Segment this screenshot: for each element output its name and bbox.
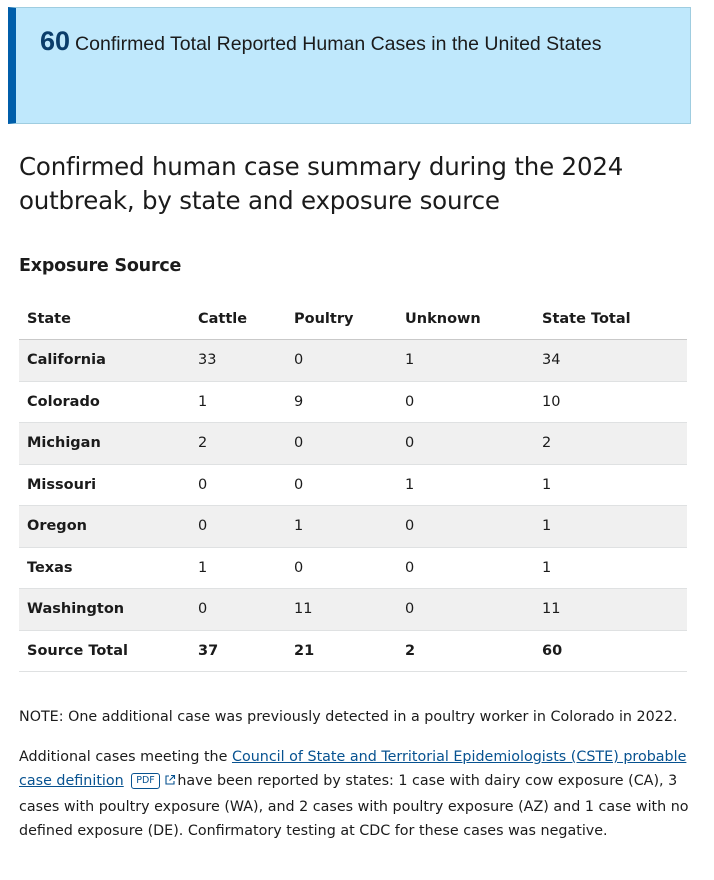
table-row	[19, 506, 687, 548]
state-total-cell: 1	[534, 506, 687, 548]
external-link-icon	[164, 770, 176, 794]
unknown-cell: 0	[397, 589, 534, 631]
unknown-total-cell: 2	[397, 630, 534, 672]
poultry-cell: 0	[286, 340, 397, 382]
state-total-cell: 34	[534, 340, 687, 382]
table-row	[19, 464, 687, 506]
case-count-callout	[8, 7, 691, 124]
cattle-total-cell: 37	[190, 630, 286, 672]
state-cell: Missouri	[19, 464, 190, 506]
column-header: Unknown	[397, 298, 534, 340]
state-total-cell: 1	[534, 547, 687, 589]
cattle-cell: 0	[190, 464, 286, 506]
poultry-cell: 0	[286, 547, 397, 589]
poultry-total-cell: 21	[286, 630, 397, 672]
cattle-cell: 0	[190, 506, 286, 548]
state-cell: California	[19, 340, 190, 382]
state-total-cell: 2	[534, 423, 687, 465]
table-row	[19, 423, 687, 465]
unknown-cell: 0	[397, 423, 534, 465]
table-row	[19, 547, 687, 589]
unknown-cell: 0	[397, 547, 534, 589]
poultry-cell: 0	[286, 464, 397, 506]
state-cell: Texas	[19, 547, 190, 589]
source-total-label: Source Total	[19, 630, 190, 672]
poultry-cell: 0	[286, 423, 397, 465]
state-total-cell: 10	[534, 381, 687, 423]
additional-cases-paragraph	[19, 745, 695, 843]
unknown-cell: 1	[397, 464, 534, 506]
cattle-cell: 1	[190, 381, 286, 423]
unknown-cell: 0	[397, 506, 534, 548]
grand-total-cell: 60	[534, 630, 687, 672]
poultry-cell: 11	[286, 589, 397, 631]
poultry-cell: 9	[286, 381, 397, 423]
table-caption: Exposure Source	[19, 256, 182, 276]
table-row	[19, 381, 687, 423]
callout-line	[40, 26, 601, 57]
column-header: State Total	[534, 298, 687, 340]
table-header-row	[19, 298, 687, 340]
column-header: Poultry	[286, 298, 397, 340]
poultry-cell: 1	[286, 506, 397, 548]
cste-definition-link[interactable]: Council of State and Territorial Epidemiologists (CSTE) probable case definition	[19, 749, 687, 790]
callout-text: Confirmed Total Reported Human Cases in the United States	[75, 33, 602, 55]
state-total-cell: 11	[534, 589, 687, 631]
state-total-cell: 1	[534, 464, 687, 506]
column-header: Cattle	[190, 298, 286, 340]
unknown-cell: 1	[397, 340, 534, 382]
pdf-badge: PDF	[131, 773, 160, 789]
callout-number: 60	[40, 26, 71, 56]
unknown-cell: 0	[397, 381, 534, 423]
section-heading: Confirmed human case summary during the 2024 outbreak, by state and exposure source	[19, 152, 624, 215]
cattle-cell: 2	[190, 423, 286, 465]
additional-suffix: have been reported by states: 1 case with dairy cow exposure (CA), 3 cases with poultry exposure (WA), and 2 cases with poultry exposure (AZ) and 1 case with no defined exposure (DE). Confirmatory testing at CDC for these cases was negative.	[19, 773, 689, 839]
state-cell: Michigan	[19, 423, 190, 465]
state-cell: Washington	[19, 589, 190, 631]
additional-prefix: Additional cases meeting the	[19, 749, 228, 765]
source-total-row	[19, 630, 687, 672]
table-row	[19, 340, 687, 382]
cattle-cell: 0	[190, 589, 286, 631]
footnote: NOTE: One additional case was previously detected in a poultry worker in Colorado in 2022.	[19, 709, 678, 725]
state-cell: Colorado	[19, 381, 190, 423]
table-row	[19, 589, 687, 631]
column-header: State	[19, 298, 190, 340]
state-cell: Oregon	[19, 506, 190, 548]
case-summary-table	[19, 298, 687, 672]
cattle-cell: 1	[190, 547, 286, 589]
cattle-cell: 33	[190, 340, 286, 382]
